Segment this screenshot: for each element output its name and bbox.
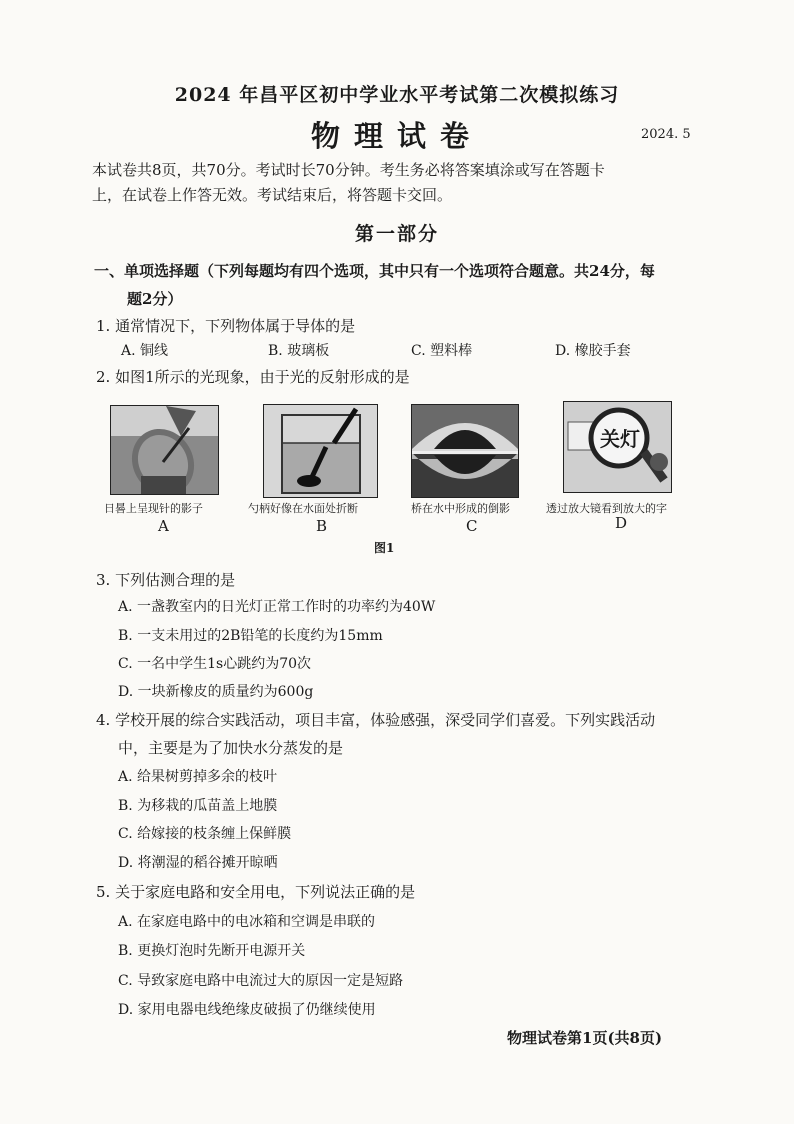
question-3-stem: 3. 下列估测合理的是 (96, 571, 236, 589)
part-title: 第一部分 (354, 223, 439, 245)
instructions-line-1: 本试卷共8页，共70分。考试时长70分钟。考生务必将答案填涂或写在答题卡 (92, 161, 605, 179)
figure-1-label: 图1 (374, 541, 395, 555)
exam-title: 2024 年昌平区初中学业水平考试第二次模拟练习 (174, 84, 620, 106)
figure-a-caption: 日晷上呈现针的影子 (104, 502, 203, 515)
question-5-stem: 5. 关于家庭电路和安全用电，下列说法正确的是 (96, 883, 416, 901)
exam-date: 2024. 5 (641, 127, 691, 142)
question-5-option-b: B. 更换灯泡时先断开电源开关 (118, 943, 306, 959)
question-1-option-b: B. 玻璃板 (268, 343, 330, 359)
question-3-option-c: C. 一名中学生1s心跳约为70次 (118, 656, 312, 672)
question-1-option-a: A. 铜线 (121, 343, 169, 359)
magnifier-sign-text: 关灯 (600, 427, 640, 451)
question-4-option-d: D. 将潮湿的稻谷摊开晾晒 (118, 855, 278, 871)
question-5-option-d: D. 家用电器电线绝缘皮破损了仍继续使用 (118, 1002, 376, 1018)
subject-title: 物理试卷 (310, 119, 483, 153)
figure-d-letter: D (615, 514, 628, 532)
figure-d-caption: 透过放大镜看到放大的字 (546, 502, 667, 515)
question-3-option-b: B. 一支未用过的2B铅笔的长度约为15mm (118, 628, 383, 644)
figure-b-letter: B (316, 517, 328, 535)
figure-c-letter: C (466, 517, 478, 535)
section-heading: 一、单项选择题（下列每题均有四个选项，其中只有一个选项符合题意。共24分，每 (94, 262, 655, 280)
figure-c-caption: 桥在水中形成的倒影 (411, 502, 510, 515)
sundial-image (110, 405, 219, 495)
spoon-in-water-image (263, 404, 378, 498)
page-footer: 物理试卷第1页(共8页) (507, 1029, 663, 1047)
question-1-stem: 1. 通常情况下，下列物体属于导体的是 (96, 317, 356, 335)
section-heading-cont: 题2分） (127, 290, 183, 308)
question-3-option-d: D. 一块新橡皮的质量约为600g (118, 684, 314, 700)
question-4-stem-cont: 中，主要是为了加快水分蒸发的是 (118, 739, 344, 757)
question-3-option-a: A. 一盏教室内的日光灯正常工作时的功率约为40W (118, 599, 436, 615)
instructions-line-2: 上，在试卷上作答无效。考试结束后，将答题卡交回。 (92, 186, 453, 204)
question-1-option-c: C. 塑料棒 (411, 343, 473, 359)
figure-b-caption: 勺柄好像在水面处折断 (248, 502, 358, 515)
question-4-stem: 4. 学校开展的综合实践活动，项目丰富，体验感强，深受同学们喜爱。下列实践活动 (96, 711, 656, 729)
question-5-option-a: A. 在家庭电路中的电冰箱和空调是串联的 (118, 914, 376, 930)
magnifier-image (563, 401, 672, 493)
question-1-option-d: D. 橡胶手套 (555, 343, 631, 359)
figure-a-letter: A (158, 517, 169, 535)
question-4-option-b: B. 为移栽的瓜苗盖上地膜 (118, 798, 278, 814)
question-4-option-c: C. 给嫁接的枝条缠上保鲜膜 (118, 826, 292, 842)
question-2-stem: 2. 如图1所示的光现象，由于光的反射形成的是 (96, 368, 410, 386)
question-4-option-a: A. 给果树剪掉多余的枝叶 (118, 769, 278, 785)
question-5-option-c: C. 导致家庭电路中电流过大的原因一定是短路 (118, 973, 404, 989)
bridge-reflection-image (411, 404, 519, 498)
